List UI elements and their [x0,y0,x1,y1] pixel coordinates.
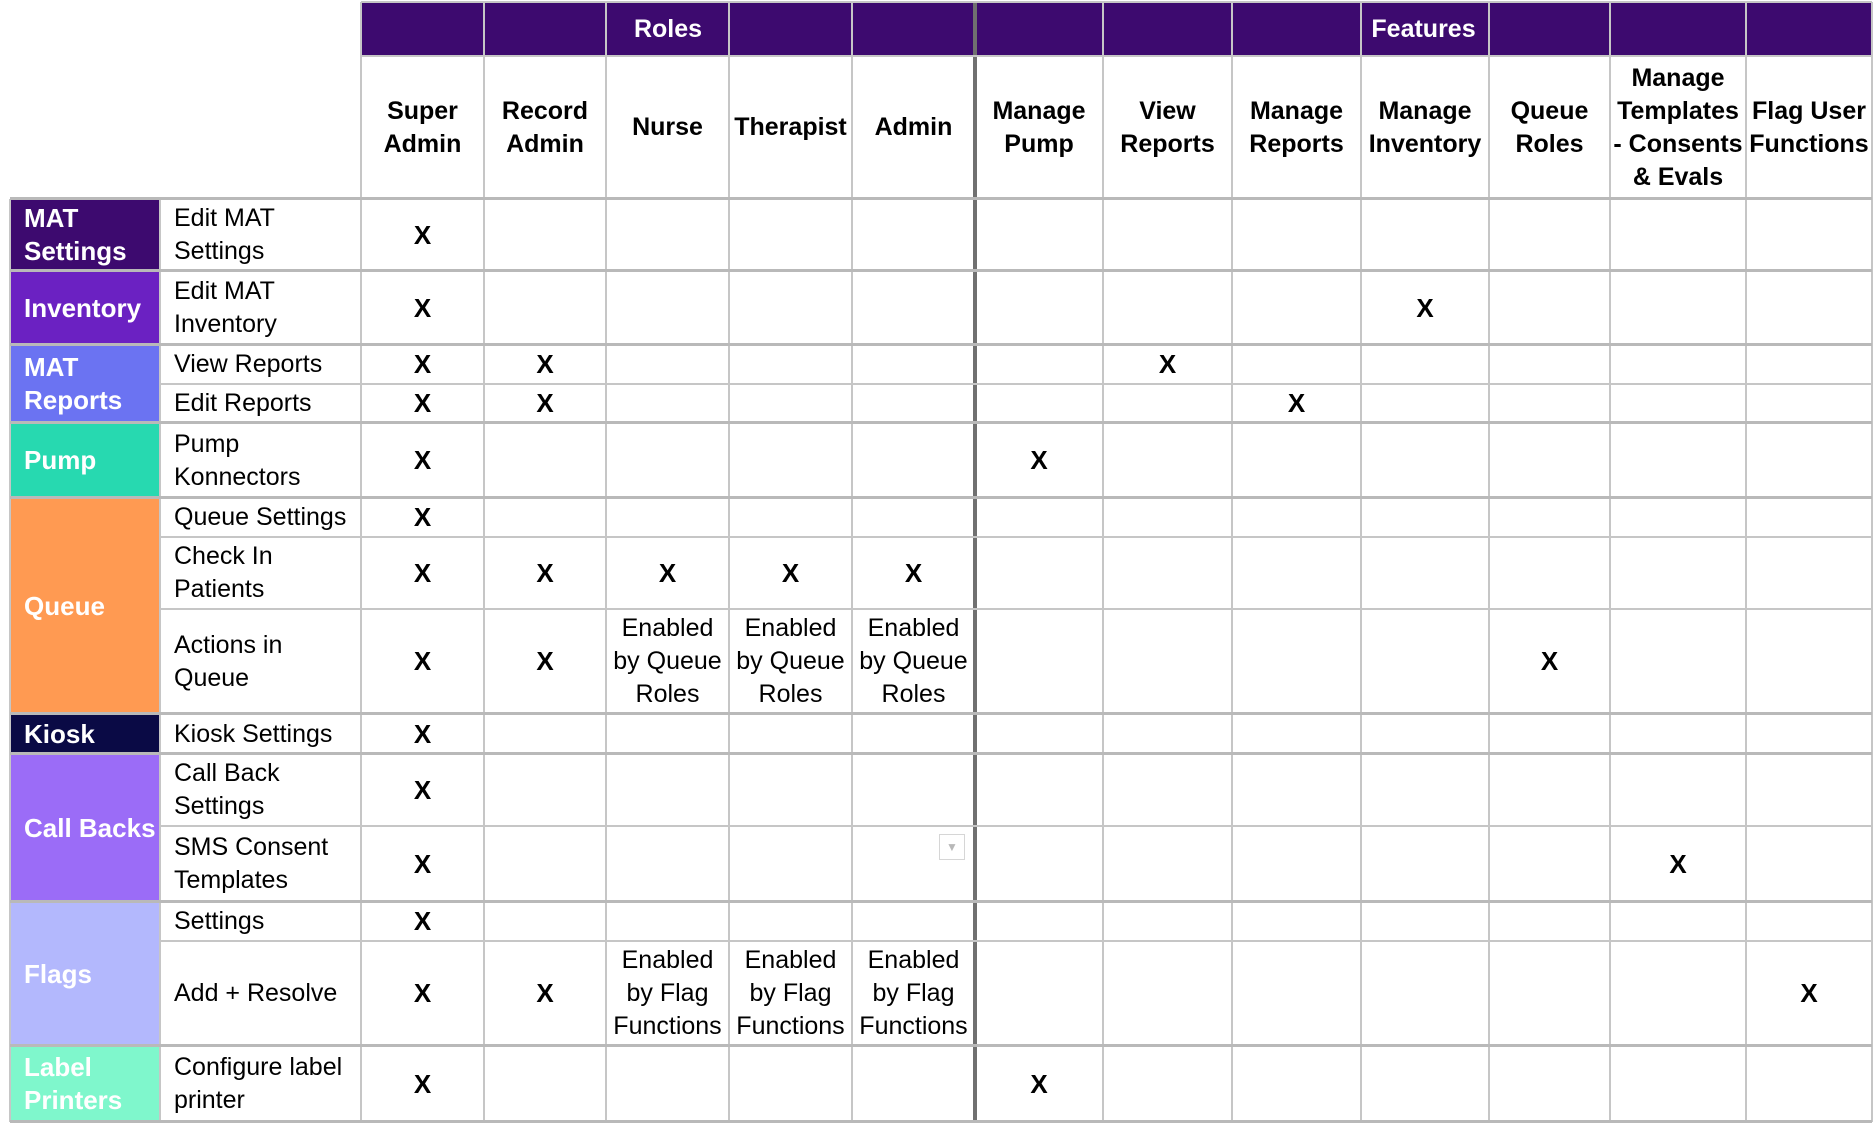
check-mark: X [413,848,432,879]
row-label: Queue Settings [174,503,347,531]
grid-line-h [160,940,1872,942]
empty-cell [1367,537,1483,609]
check-mark: X [413,445,432,475]
empty-cell [1109,826,1226,902]
empty-cell [858,271,969,345]
grid-line-h [160,383,1872,385]
empty-cell [735,498,846,537]
empty-cell [612,826,723,902]
empty-cell [612,199,723,271]
empty-cell [981,498,1097,537]
empty-cell [735,271,846,345]
empty-cell [1367,1046,1483,1122]
grid-line-v [1360,2,1362,1122]
enabled-note: Enabled by Queue Roles [736,614,845,708]
column-header: Therapist [734,113,847,141]
empty-cell [1367,609,1483,714]
empty-cell [1238,941,1355,1046]
empty-cell [981,714,1097,754]
grid-line-h [10,900,1872,903]
check-mark: X [413,219,432,250]
chevron-down-icon: ▼ [946,840,958,854]
empty-cell [858,423,969,498]
empty-cell [612,498,723,537]
empty-cell [858,199,969,271]
grid-line-h [10,1120,1872,1123]
category-cell: Label Printers [10,1046,160,1122]
empty-cell [981,902,1097,941]
section-divider [973,2,977,1122]
grid-line-h [10,197,1872,200]
grid-line-h [10,269,1872,272]
check-mark: X [1030,1068,1048,1099]
grid-line-v [9,199,11,1122]
empty-cell [612,384,723,423]
check-mark: X [536,978,554,1008]
check-mark: X [413,502,432,532]
row-label: Edit Reports [174,389,312,417]
empty-cell [1109,754,1226,826]
enabled-note: Enabled by Queue Roles [859,614,968,708]
grid-line-h [160,825,1872,827]
check-mark: X [1158,349,1177,379]
empty-cell [1109,902,1226,941]
row-label: Add + Resolve [174,979,338,1007]
empty-cell [981,826,1097,902]
check-mark: X [1030,445,1048,475]
empty-cell [735,1046,846,1122]
check-mark: X [413,978,432,1008]
empty-cell [1495,941,1604,1046]
empty-cell [981,271,1097,345]
empty-cell [490,1046,600,1122]
grid-line-v [1871,2,1873,1122]
empty-cell [1238,537,1355,609]
empty-cell [1367,826,1483,902]
empty-cell [1616,1046,1740,1122]
grid-line-h [10,421,1872,424]
empty-cell [1367,199,1483,271]
empty-cell [1238,423,1355,498]
empty-cell [612,902,723,941]
check-mark: X [658,557,677,588]
grid-line-v [851,2,853,1122]
empty-cell [490,714,600,754]
empty-cell [1495,423,1604,498]
empty-cell [1367,714,1483,754]
empty-cell [1752,609,1866,714]
row-label: Actions in Queue [174,630,283,692]
check-mark: X [1540,646,1559,676]
empty-cell [1616,537,1740,609]
empty-cell [1109,1046,1226,1122]
empty-cell [1109,609,1226,714]
empty-cell [1752,714,1866,754]
check-mark: X [413,906,432,936]
empty-cell [981,384,1097,423]
grid-line-h [10,1044,1872,1047]
row-label: Edit MAT Inventory [174,277,277,338]
check-mark: X [1287,388,1306,418]
empty-cell [858,754,969,826]
grid-line-v [1231,2,1233,1122]
empty-cell [1238,714,1355,754]
check-mark: X [413,718,432,749]
empty-cell [1616,423,1740,498]
grid-line-v [728,2,730,1122]
empty-cell [858,902,969,941]
empty-cell [1616,754,1740,826]
empty-cell [1367,423,1483,498]
enabled-note: Enabled by Flag Functions [859,946,968,1040]
column-header: Queue Roles [1510,96,1589,158]
check-mark: X [536,349,554,379]
empty-cell [735,423,846,498]
empty-cell [1752,754,1866,826]
empty-cell [858,1046,969,1122]
empty-cell [612,714,723,754]
empty-cell [1109,271,1226,345]
empty-cell [1238,1046,1355,1122]
check-mark: X [781,557,800,588]
empty-cell [1238,754,1355,826]
empty-cell [981,754,1097,826]
grid-line-v [1609,2,1611,1122]
empty-cell [1495,199,1604,271]
empty-cell [490,754,600,826]
grid-line-h [10,712,1872,715]
category-cell: Kiosk [10,714,160,754]
empty-cell [612,1046,723,1122]
empty-cell [1109,498,1226,537]
column-header: Manage Pump [992,96,1086,158]
empty-cell [1238,345,1355,384]
empty-cell [981,609,1097,714]
empty-cell [1367,384,1483,423]
grid-line-v [1745,2,1747,1122]
empty-cell [612,271,723,345]
empty-cell [1752,199,1866,271]
check-mark: X [413,557,432,588]
empty-cell [1752,537,1866,609]
empty-cell [490,423,600,498]
empty-cell [1367,498,1483,537]
group-header-roles: Roles [361,2,975,56]
empty-cell [1367,941,1483,1046]
empty-cell [490,271,600,345]
row-label: Call Back Settings [174,759,280,820]
column-header: Nurse [632,113,703,141]
empty-cell [1495,384,1604,423]
empty-cell [1752,498,1866,537]
grid-line-v [605,2,607,1122]
empty-cell [1495,537,1604,609]
category-cell: Flags [10,902,160,1046]
grid-line-h [10,343,1872,346]
empty-cell [1616,941,1740,1046]
empty-cell [612,345,723,384]
empty-cell [1367,902,1483,941]
row-label: Settings [174,907,265,935]
empty-cell [1238,609,1355,714]
empty-cell [1752,271,1866,345]
grid-line-h [10,752,1872,755]
empty-cell [1238,271,1355,345]
empty-cell [981,199,1097,271]
check-mark: X [1800,978,1818,1008]
enabled-note: Enabled by Flag Functions [736,946,845,1040]
row-label: Edit MAT Settings [174,204,275,265]
grid-line-v [483,2,485,1122]
empty-cell [1109,941,1226,1046]
empty-cell [858,714,969,754]
empty-cell [735,754,846,826]
empty-cell [1616,345,1740,384]
empty-cell [1752,902,1866,941]
empty-cell [735,902,846,941]
empty-cell [1238,199,1355,271]
empty-cell [1616,609,1740,714]
column-header: Record Admin [501,96,589,158]
column-header: Manage Reports [1249,96,1344,158]
empty-cell [1495,826,1604,902]
empty-cell [1616,199,1740,271]
empty-cell [1495,498,1604,537]
check-mark: X [536,388,554,418]
grid-line-v [1102,2,1104,1122]
empty-cell [1109,714,1226,754]
grid-line-h [10,496,1872,499]
category-cell: MAT Reports [10,345,160,423]
empty-cell [735,826,846,902]
column-header: Manage Inventory [1368,96,1482,158]
empty-cell [1752,423,1866,498]
empty-cell [1109,384,1226,423]
cell-dropdown-button[interactable] [939,834,965,860]
column-header: Admin [874,113,953,141]
row-label: Configure label printer [174,1053,343,1114]
empty-cell [490,498,600,537]
check-mark: X [413,1068,432,1099]
empty-cell [858,498,969,537]
empty-cell [1109,537,1226,609]
empty-cell [1238,498,1355,537]
grid-line-h [361,55,1872,57]
category-cell: Queue [10,498,160,714]
grid-line-h [361,1,1872,3]
check-mark: X [413,646,432,676]
empty-cell [1109,199,1226,271]
empty-cell [1238,826,1355,902]
check-mark: X [413,774,432,805]
row-label: SMS Consent Templates [174,833,329,894]
row-label: Check In Patients [174,542,273,603]
column-header: Manage Templates - Consents & Evals [1613,63,1743,191]
grid-line-v [360,2,362,1122]
check-mark: X [1669,848,1687,879]
empty-cell [1495,902,1604,941]
empty-cell [1616,714,1740,754]
category-cell: MAT Settings [10,199,160,271]
group-header-features: Features [975,2,1872,56]
column-header: View Reports [1120,96,1215,158]
column-header: Super Admin [383,96,462,158]
grid-line-v [159,199,161,1122]
row-label: View Reports [174,350,323,378]
empty-cell [490,199,600,271]
check-mark: X [536,557,554,588]
empty-cell [735,345,846,384]
empty-cell [1495,754,1604,826]
category-cell: Call Backs [10,754,160,902]
empty-cell [858,345,969,384]
empty-cell [981,941,1097,1046]
enabled-note: Enabled by Queue Roles [613,614,722,708]
check-mark: X [413,292,432,323]
empty-cell [858,384,969,423]
check-mark: X [536,646,554,676]
category-cell: Pump [10,423,160,498]
empty-cell [612,754,723,826]
empty-cell [490,826,600,902]
check-mark: X [413,349,432,379]
empty-cell [1616,498,1740,537]
empty-cell [981,537,1097,609]
empty-cell [1109,423,1226,498]
empty-cell [1752,384,1866,423]
empty-cell [490,902,600,941]
empty-cell [1495,345,1604,384]
check-mark: X [413,388,432,418]
column-header: Flag User Functions [1749,96,1869,158]
empty-cell [735,384,846,423]
empty-cell [1752,826,1866,902]
check-mark: X [904,557,923,588]
enabled-note: Enabled by Flag Functions [613,946,722,1040]
grid-line-h [160,536,1872,538]
empty-cell [1616,902,1740,941]
empty-cell [1495,1046,1604,1122]
empty-cell [1238,902,1355,941]
empty-cell [1495,714,1604,754]
grid-line-v [1488,2,1490,1122]
check-mark: X [1416,292,1434,323]
empty-cell [735,714,846,754]
empty-cell [612,423,723,498]
grid-line-h [160,608,1872,610]
category-cell: Inventory [10,271,160,345]
empty-cell [1367,754,1483,826]
empty-cell [1752,345,1866,384]
empty-cell [735,199,846,271]
empty-cell [1616,384,1740,423]
empty-cell [1616,271,1740,345]
empty-cell [1367,345,1483,384]
empty-cell [1495,271,1604,345]
empty-cell [981,345,1097,384]
empty-cell [1752,1046,1866,1122]
row-label: Kiosk Settings [174,719,333,748]
row-label: Pump Konnectors [174,429,301,491]
